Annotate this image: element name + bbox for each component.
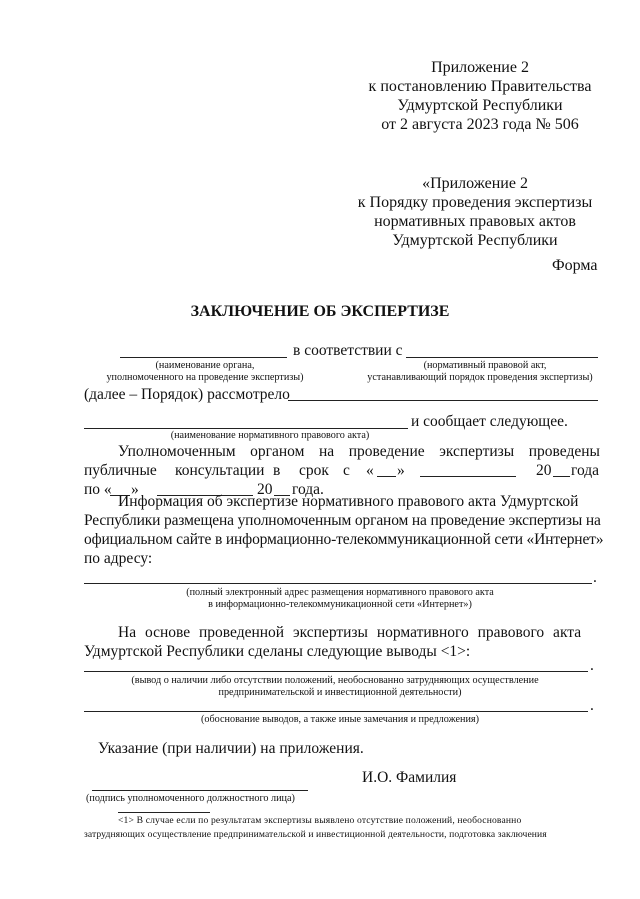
year-prefix: 20 [257, 481, 273, 498]
signer-name: И.О. Фамилия [362, 769, 457, 786]
caption-organ: уполномоченного на проведение экспертизы) [106, 372, 304, 383]
word: экспертизы [439, 443, 515, 460]
footnote-line: затрудняющих осуществление предпринимательской и инвестиционной деятельности, подготовка заключения [84, 829, 547, 840]
word: в [273, 462, 281, 479]
organ-name-field-line [120, 357, 287, 358]
header-line: Удмуртской Республики [397, 97, 563, 114]
info-line: Республики размещена уполномоченным органом на проведение экспертизы на [84, 512, 601, 529]
line3-start: по « [84, 481, 112, 498]
caption-act: (нормативный правовой акт, [423, 360, 547, 371]
signature-field-line [92, 790, 308, 791]
act-name-field-line [288, 400, 598, 401]
justification-field-line [84, 711, 588, 712]
footnote-line: <1> В случае если по результатам экспертизы выявлено отсутствие положений, необоснованно [118, 815, 522, 826]
subheader-line: к Порядку проведения экспертизы [357, 194, 593, 211]
caption-signature: (подпись уполномоченного должностного лица) [86, 793, 295, 804]
caption-web-address: (полный электронный адрес размещения нормативного правового акта [186, 587, 494, 598]
caption-conclusion: (вывод о наличии либо отсутствии положений, необоснованно затрудняющих осуществление [131, 675, 539, 686]
subheader-line: Удмуртской Республики [392, 232, 558, 249]
info-line: по адресу: [84, 550, 153, 567]
caption-act: устанавливающий порядок проведения экспертизы) [367, 372, 593, 383]
header-line: от 2 августа 2023 года № 506 [381, 116, 579, 133]
word: с [343, 462, 350, 479]
attachments-note: Указание (при наличии) на приложения. [98, 740, 364, 757]
caption-organ: (наименование органа, [155, 360, 255, 371]
conclusions-line: На основе проведенной экспертизы нормативного правового акта [118, 624, 582, 641]
period: . [590, 657, 594, 674]
word: проведены [528, 443, 600, 460]
act-name-field-line-2 [84, 428, 408, 429]
open-quote: « [366, 462, 374, 479]
word: публичные [84, 462, 157, 479]
document-title: ЗАКЛЮЧЕНИЕ ОБ ЭКСПЕРТИЗЕ [190, 303, 450, 320]
word: органом [250, 443, 305, 460]
conclusions-line: Удмуртской Республики сделаны следующие выводы <1>: [84, 643, 471, 660]
caption-act-name: (наименование нормативного правового акта) [170, 430, 370, 441]
close-quote: » [397, 462, 405, 479]
subheader-line: «Приложение 2 [422, 175, 528, 192]
period: . [593, 569, 597, 586]
year-prefix: 20 [536, 462, 552, 479]
period: . [590, 697, 594, 714]
caption-web-address: в информационно-телекоммуникационной сети «Интернет») [208, 599, 472, 610]
year-word: года [571, 462, 600, 479]
info-line: официальном сайте в информационно-телекоммуникационной сети «Интернет» [84, 531, 604, 548]
day-field-line [377, 476, 396, 477]
form-label: Форма [552, 257, 598, 274]
consultations-line-1 [118, 444, 600, 460]
word: консультации [175, 462, 265, 479]
caption-conclusion: предпринимательской и инвестиционной деятельности) [218, 687, 462, 698]
conclusion-field-line [84, 671, 588, 672]
year-end: года. [292, 481, 324, 498]
procedure-reviewed-text: (далее – Порядок) рассмотрело [84, 386, 290, 403]
web-address-field-line [84, 583, 592, 584]
word: Уполномоченным [118, 443, 236, 460]
month-field-line [420, 476, 516, 477]
word: срок [299, 462, 329, 479]
header-line: к постановлению Правительства [368, 78, 592, 95]
word: на [318, 443, 335, 460]
year-field-line [553, 476, 570, 477]
in-accordance-text: в соответствии с [293, 342, 403, 359]
header-line: Приложение 2 [431, 59, 529, 76]
regulation-field-line [406, 357, 598, 358]
footnote-separator [118, 812, 210, 813]
word: проведение [348, 443, 425, 460]
close-quote: » [131, 481, 139, 498]
info-line: Информация об экспертизе нормативного правового акта Удмуртской [118, 493, 579, 510]
reports-text: и сообщает следующее. [411, 413, 568, 430]
caption-justification: (обоснование выводов, а также иные замечания и предложения) [200, 714, 480, 725]
subheader-line: нормативных правовых актов [374, 213, 576, 230]
